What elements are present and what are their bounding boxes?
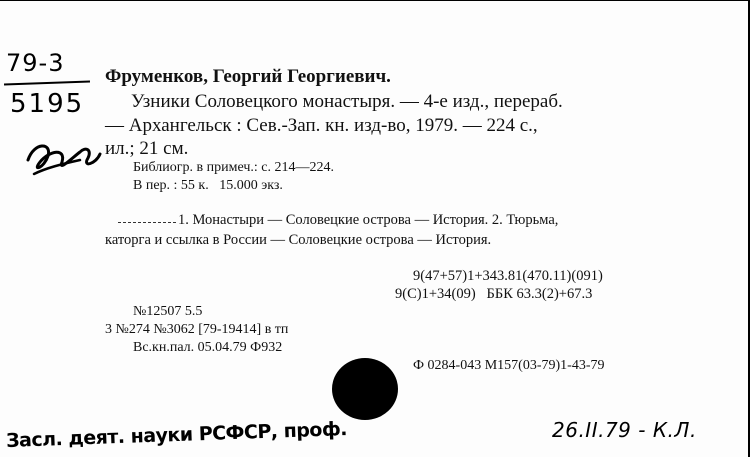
title-line-1: Узники Соловецкого монастыря. — 4-е изд., перераб. [131,91,563,112]
ink-blot [332,358,398,420]
author-heading: Фруменков, Георгий Георгиевич. [105,66,391,87]
binding-price-note: В пер. : 55 к. 15.000 экз. [133,178,283,193]
call-number-top: 79-3 [6,49,65,77]
footer-handwritten-date: 26.II.79 - К.Л. [552,418,697,442]
subject-line-1: 1. Монастыри — Соловецкие острова — История. 2. Тюрьма, [178,212,559,228]
card-number-3: Вс.кн.пал. 05.04.79 Ф932 [133,340,283,355]
bibliography-note: Библиогр. в примеч.: с. 214—224. [133,160,334,175]
handwritten-mark [22,128,104,180]
subject-line-2: каторга и ссылка в России — Соловецкие острова — История. [105,232,492,248]
publisher-code: Ф 0284-043 М157(03-79)1-43-79 [413,358,605,373]
call-number-bottom: 5195 [10,89,85,119]
subject-dash [118,222,176,223]
call-number-divider [4,80,90,85]
title-line-3: ил.; 21 см. [105,138,189,159]
card-number-1: №12507 5.5 [133,304,203,319]
footer-handwritten-note: Засл. деят. науки РСФСР, проф. [5,418,348,452]
classification-bbk: 9(С)1+34(09) ББК 63.3(2)+67.3 [395,286,593,302]
card-number-2: 3 №274 №3062 [79-19414] в тп [105,322,289,337]
classification-udc: 9(47+57)1+343.81(470.11)(091) [413,268,603,284]
title-line-2: — Архангельск : Сев.-Зап. кн. изд-во, 1979. — 224 с., [105,115,538,136]
card-top-edge [0,0,750,1]
